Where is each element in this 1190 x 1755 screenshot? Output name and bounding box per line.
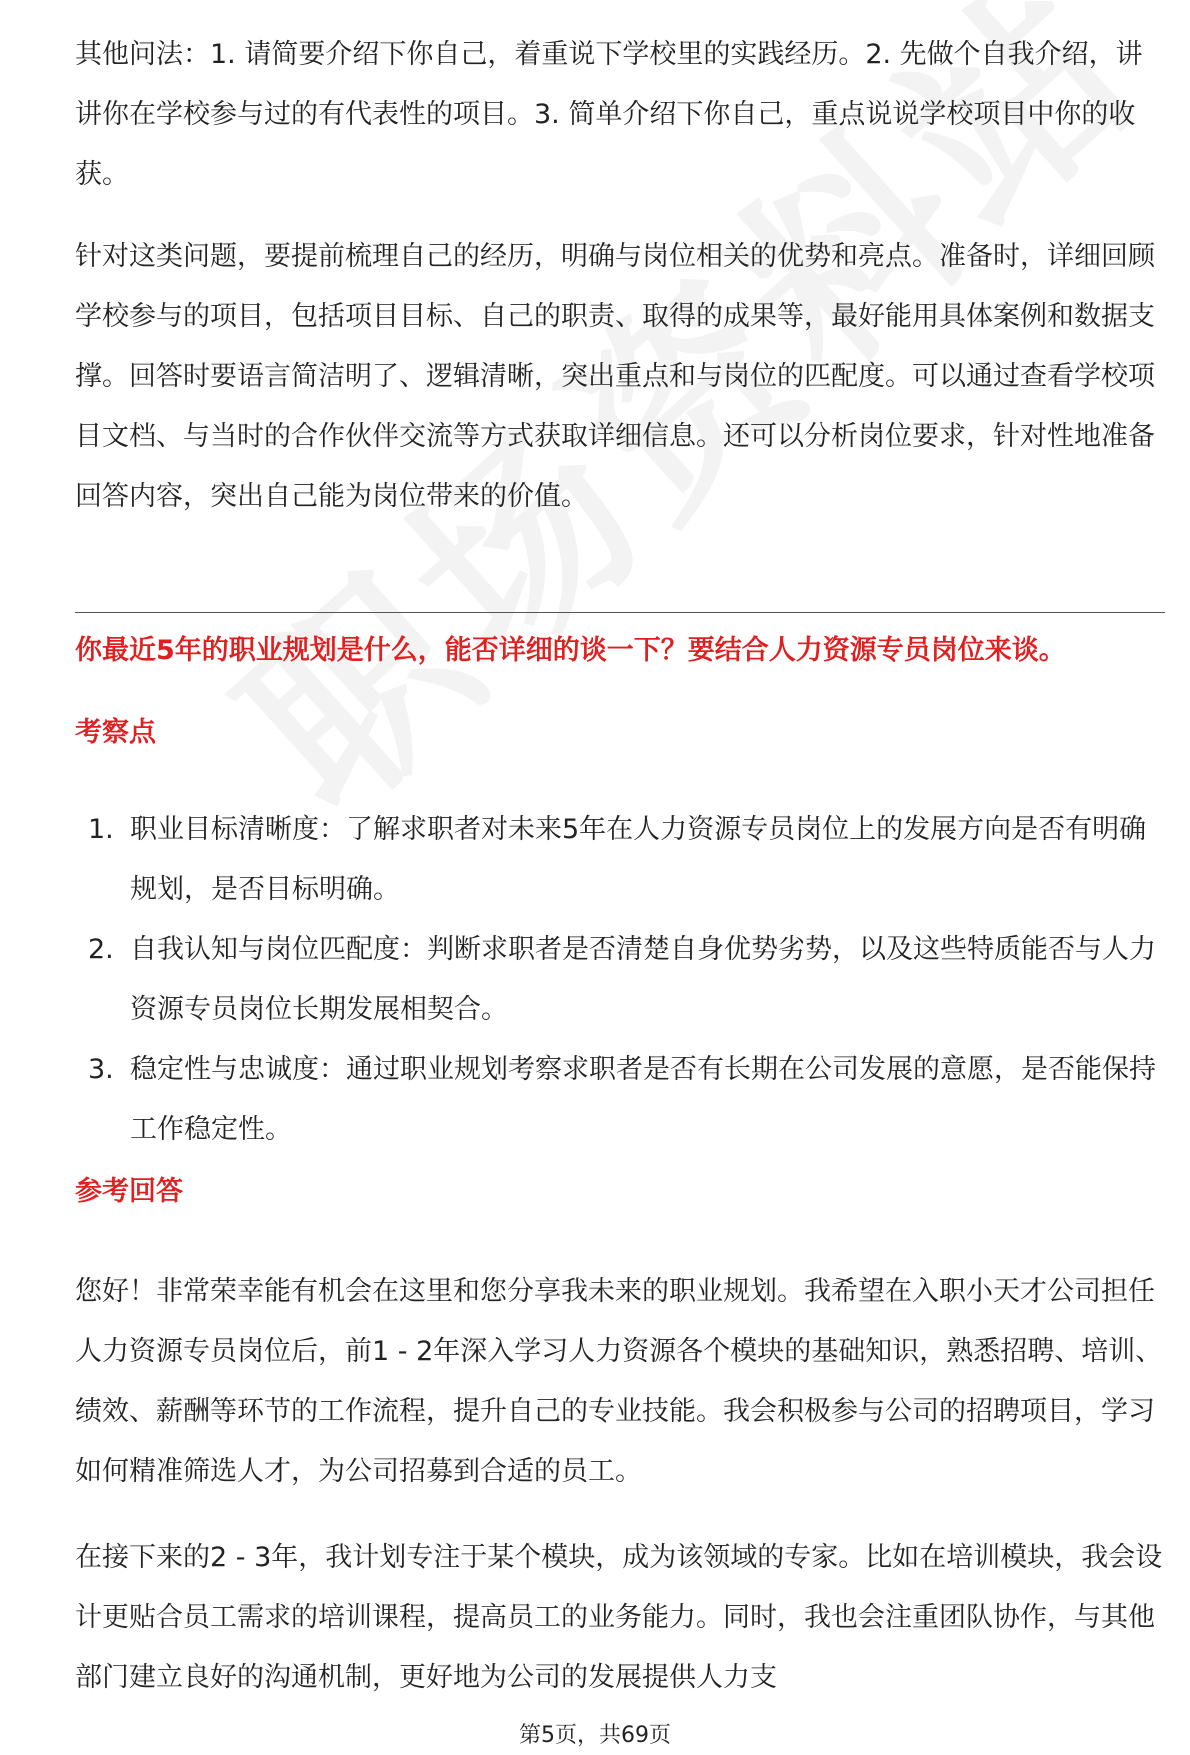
section-heading-kaocha: 考察点 — [75, 717, 156, 748]
page-number-footer: 第5页，共69页 — [519, 1723, 671, 1748]
list-item — [75, 1040, 1165, 1160]
list-item — [75, 920, 1165, 1040]
paragraph-other-questions: 其他问法：1. 请简要介绍下你自己，着重说下学校里的实践经历。2. 先做个自我介绍，讲讲你在学校参与过的有代表性的项目。3. 简单介绍下你自己，重点说说学校项目中你的收获。 — [75, 39, 1143, 190]
list-item-text: 自我认知与岗位匹配度：判断求职者是否清楚自身优势劣势，以及这些特质能否与人力资源专员岗位长期发展相契合。 — [130, 934, 1156, 1025]
section-divider — [75, 612, 1165, 613]
list-item-number: 3. — [88, 1054, 114, 1085]
list-item-number: 2. — [88, 934, 114, 965]
section-heading-answer: 参考回答 — [75, 1176, 183, 1207]
answer-paragraph-2: 在接下来的2 - 3年，我计划专注于某个模块，成为该领域的专家。比如在培训模块，我会设计更贴合员工需求的培训课程，提高员工的业务能力。同时，我也会注重团队协作，与其他部门建立良好的沟通机制，更好地为公司的发展提供人力支 — [75, 1542, 1163, 1693]
list-item — [75, 800, 1165, 920]
assessment-points-list — [75, 800, 1165, 1160]
answer-paragraph-1: 您好！非常荣幸能有机会在这里和您分享我未来的职业规划。我希望在入职小天才公司担任人力资源专员岗位后，前1 - 2年深入学习人力资源各个模块的基础知识，熟悉招聘、培训、绩效、薪酬等环节的工作流程，提升自己的专业技能。我会积极参与公司的招聘项目，学习如何精准筛选人才，为公司招募到合适的员工。 — [75, 1276, 1163, 1487]
paragraph-answer-guidance: 针对这类问题，要提前梳理自己的经历，明确与岗位相关的优势和亮点。准备时，详细回顾学校参与的项目，包括项目目标、自己的职责、取得的成果等，最好能用具体案例和数据支撑。回答时要语言简洁明了、逻辑清晰，突出重点和与岗位的匹配度。可以通过查看学校项目文档、与当时的合作伙伴交流等方式获取详细信息。还可以分析岗位要求，针对性地准备回答内容，突出自己能为岗位带来的价值。 — [75, 241, 1155, 512]
question-title: 你最近5年的职业规划是什么，能否详细的谈一下？要结合人力资源专员岗位来谈。 — [75, 635, 1066, 666]
list-item-text: 稳定性与忠诚度：通过职业规划考察求职者是否有长期在公司发展的意愿，是否能保持工作稳定性。 — [130, 1054, 1156, 1145]
list-item-text: 职业目标清晰度：了解求职者对未来5年在人力资源专员岗位上的发展方向是否有明确规划，是否目标明确。 — [130, 814, 1147, 905]
list-item-number: 1. — [88, 814, 114, 845]
